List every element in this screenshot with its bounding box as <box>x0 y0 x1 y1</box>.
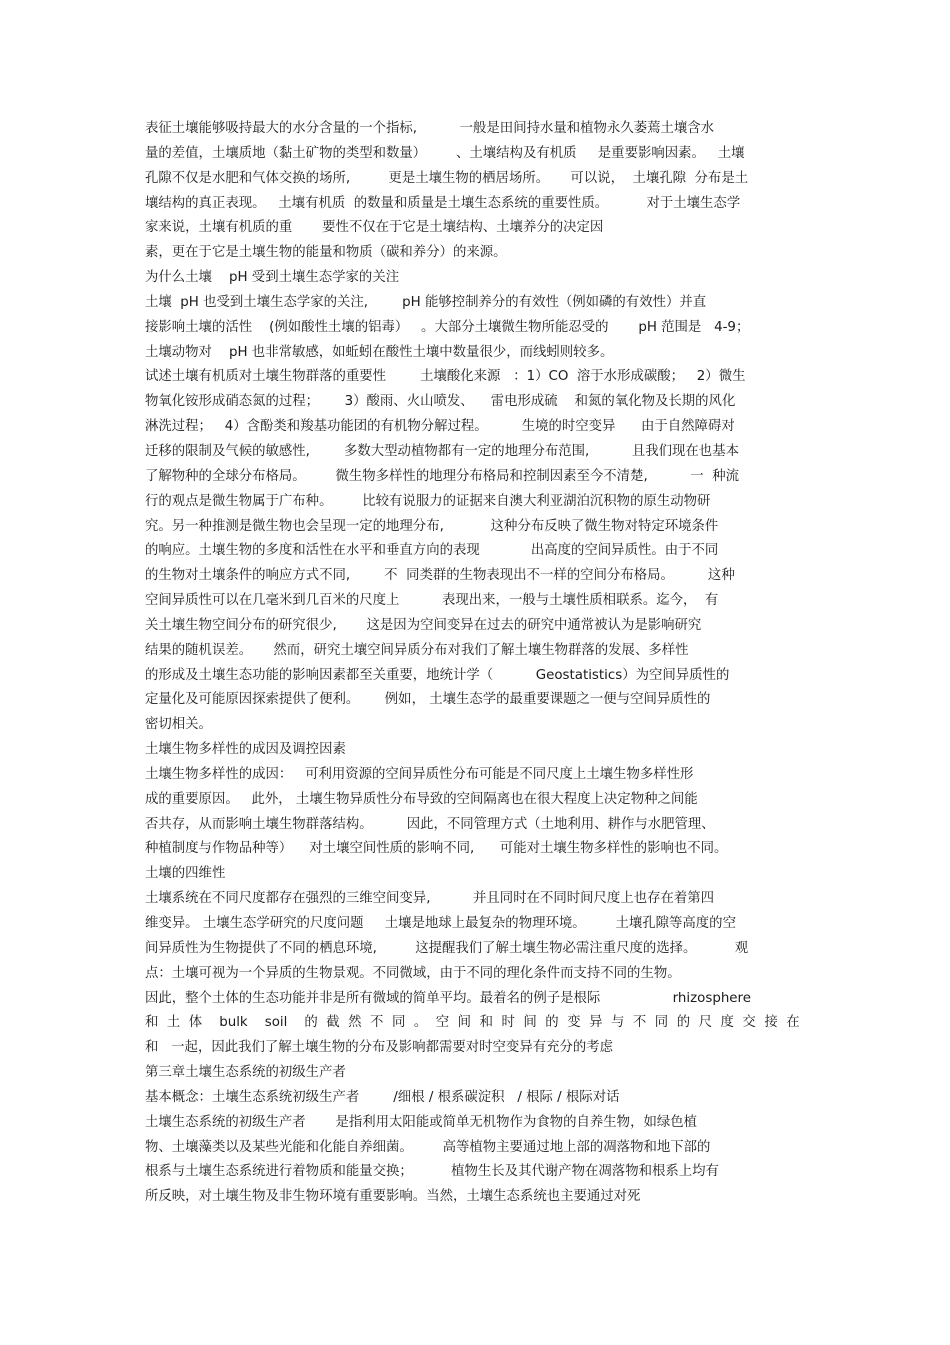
text-line: 根系与土壤生态系统进行着物质和能量交换； 植物生长及其代谢产物在凋落物和根系上均有 <box>145 1164 719 1180</box>
text-line: 种植制度与作物品种等） 对土壤空间性质的影响不同, 可能对土壤生物多样性的影响也不同。 <box>145 841 728 857</box>
text-line: 表征土壤能够吸持最大的水分含量的一个指标, 一般是田间持水量和植物永久萎蔫土壤含水 <box>145 121 715 136</box>
text-line: 行的观点是微生物属于广布种。 比较有说服力的证据来自澳大利亚湖泊沉积物的原生动物研 <box>145 493 711 509</box>
text-line: 成的重要原因。 此外， 土壤生物异质性分布导致的空间隔离也在很大程度上决定物种之间能 <box>145 791 698 807</box>
text-line: 第三章土壤生态系统的初级生产者 <box>145 1065 346 1081</box>
text-line: 空间异质性可以在几毫米到几百米的尺度上 表现出来，一般与土壤性质相联系。迄今， 有 <box>145 593 719 609</box>
text-line: 密切相关。 <box>145 717 212 733</box>
text-line: 定量化及可能原因探索提供了便利。 例如， 土壤生态学的最重要课题之一便与空间异质性的 <box>145 692 711 708</box>
text-line: 的形成及土壤生态功能的影响因素都至关重要，地统计学（ Geostatistics）为空间异质性的 <box>145 667 730 683</box>
text-line: 点：土壤可视为一个异质的生物景观。不同微域，由于不同的理化条件而支持不同的生物。 <box>145 965 681 981</box>
text-line: 家来说，土壤有机质的重 要性不仅在于它是土壤结构、土壤养分的决定因 <box>145 220 604 236</box>
text-line: 土壤生态系统的初级生产者 是指利用太阳能或简单无机物作为食物的自养生物，如绿色植 <box>145 1114 698 1130</box>
text-line: 为什么土壤 pH 受到土壤生态学家的关注 <box>145 270 400 286</box>
text-line: 迁移的限制及气候的敏感性, 多数大型动植物都有一定的地理分布范围, 且我们现在也基本 <box>145 443 739 459</box>
text-line: 土壤的四维性 <box>145 866 226 882</box>
document-page <box>145 117 807 1210</box>
text-line: 土壤生物多样性的成因： 可利用资源的空间异质性分布可能是不同尺度上土壤生物多样性形 <box>145 766 694 782</box>
text-line: 维变异。 土壤生态学研究的尺度问题 土壤是地球上最复杂的物理环境。 土壤孔隙等高度的空 <box>145 916 736 931</box>
text-line: 淋洗过程； 4）含酚类和羧基功能团的有机物分解过程。 生境的时空变异 由于自然障碍对 <box>145 419 735 435</box>
text-line: 间异质性为生物提供了不同的栖息环境, 这提醒我们了解土壤生物必需注重尺度的选择。 观 <box>145 940 749 956</box>
text-line: 物氧化铵形成硝态氮的过程； 3）酸雨、火山喷发、 雷电形成硫 和氮的氧化物及长期的风化 <box>145 394 736 410</box>
text-line: 试述土壤有机质对土壤生物群落的重要性 土壤酸化来源 ：1）CO 溶于水形成碳酸； 2）微生 <box>145 369 746 385</box>
text-line: 量的差值，土壤质地（黏土矿物的类型和数量） 、土壤结构及有机质 是重要影响因素。 土壤 <box>145 145 745 161</box>
text-line: 的响应。土壤生物的多度和活性在水平和垂直方向的表现 出高度的空间异质性。由于不同 <box>145 543 719 559</box>
text-line: 结果的随机误差。 然而，研究土壤空间异质分布对我们了解土壤生物群落的发展、多样性 <box>145 642 689 658</box>
text-line: 土壤生物多样性的成因及调控因素 <box>145 742 346 758</box>
text-line: 和 一起，因此我们了解土壤生物的分布及影响都需要对时空变异有充分的考虑 <box>145 1040 614 1056</box>
text-line: 关土壤生物空间分布的研究很少, 这是因为空间变异在过去的研究中通常被认为是影响研究 <box>145 617 702 633</box>
text-line: 基本概念：土壤生态系统初级生产者 /细根 / 根系碳淀积 / 根际 / 根际对话 <box>145 1089 620 1105</box>
text-line: 素，更在于它是土壤生物的能量和物质（碳和养分）的来源。 <box>145 245 507 261</box>
text-line: 究。另一种推测是微生物也会呈现一定的地理分布, 这种分布反映了微生物对特定环境条件 <box>145 518 719 534</box>
text-line: 土壤系统在不同尺度都存在强烈的三维空间变异, 并且同时在不同时间尺度上也存在着第四 <box>145 891 715 907</box>
text-line: 孔隙不仅是水肥和气体交换的场所, 更是土壤生物的栖居场所。 可以说， 土壤孔隙 分布是土 <box>145 170 749 186</box>
text-line: 壤结构的真正表现。 土壤有机质 的数量和质量是土壤生态系统的重要性质。 对于土壤生态学 <box>145 195 741 211</box>
text-line: 土壤动物对 pH 也非常敏感，如蚯蚓在酸性土壤中数量很少，而线蚓则较多。 <box>145 344 614 360</box>
text-line: 否共存，从而影响土壤生物群落结构。 因此，不同管理方式（土地利用、耕作与水肥管理、 <box>145 816 715 832</box>
text-line: 因此，整个土体的生态功能并非是所有微域的简单平均。最着名的例子是根际 rhizosphere <box>145 990 751 1006</box>
text-line: 接影响土壤的活性 (例如酸性土壤的铝毒） 。大部分土壤微生物所能忍受的 pH 范围是 4-9； <box>145 319 750 335</box>
text-line: 的生物对土壤条件的响应方式不同, 不 同类群的生物表现出不一样的空间分布格局。 这种 <box>145 568 735 584</box>
text-line: 所反映，对土壤生物及非生物环境有重要影响。当然，土壤生态系统也主要通过对死 <box>145 1189 641 1205</box>
text-line: 土壤 pH 也受到土壤生态学家的关注, pH 能够控制养分的有效性（例如磷的有效性）并直 <box>145 294 707 310</box>
text-line: 物、土壤藻类以及某些光能和化能自养细菌。 高等植物主要通过地上部的凋落物和地下部的 <box>145 1139 711 1155</box>
text-line: 和 土 体 bulk soil 的 截 然 不 同 。 空 间 和 时 间 的 变 异 与 不 同 的 尺 度 交 接 在 <box>145 1015 800 1031</box>
text-line: 了解物种的全球分布格局。 微生物多样性的地理分布格局和控制因素至今不清楚, 一 种流 <box>145 468 739 484</box>
